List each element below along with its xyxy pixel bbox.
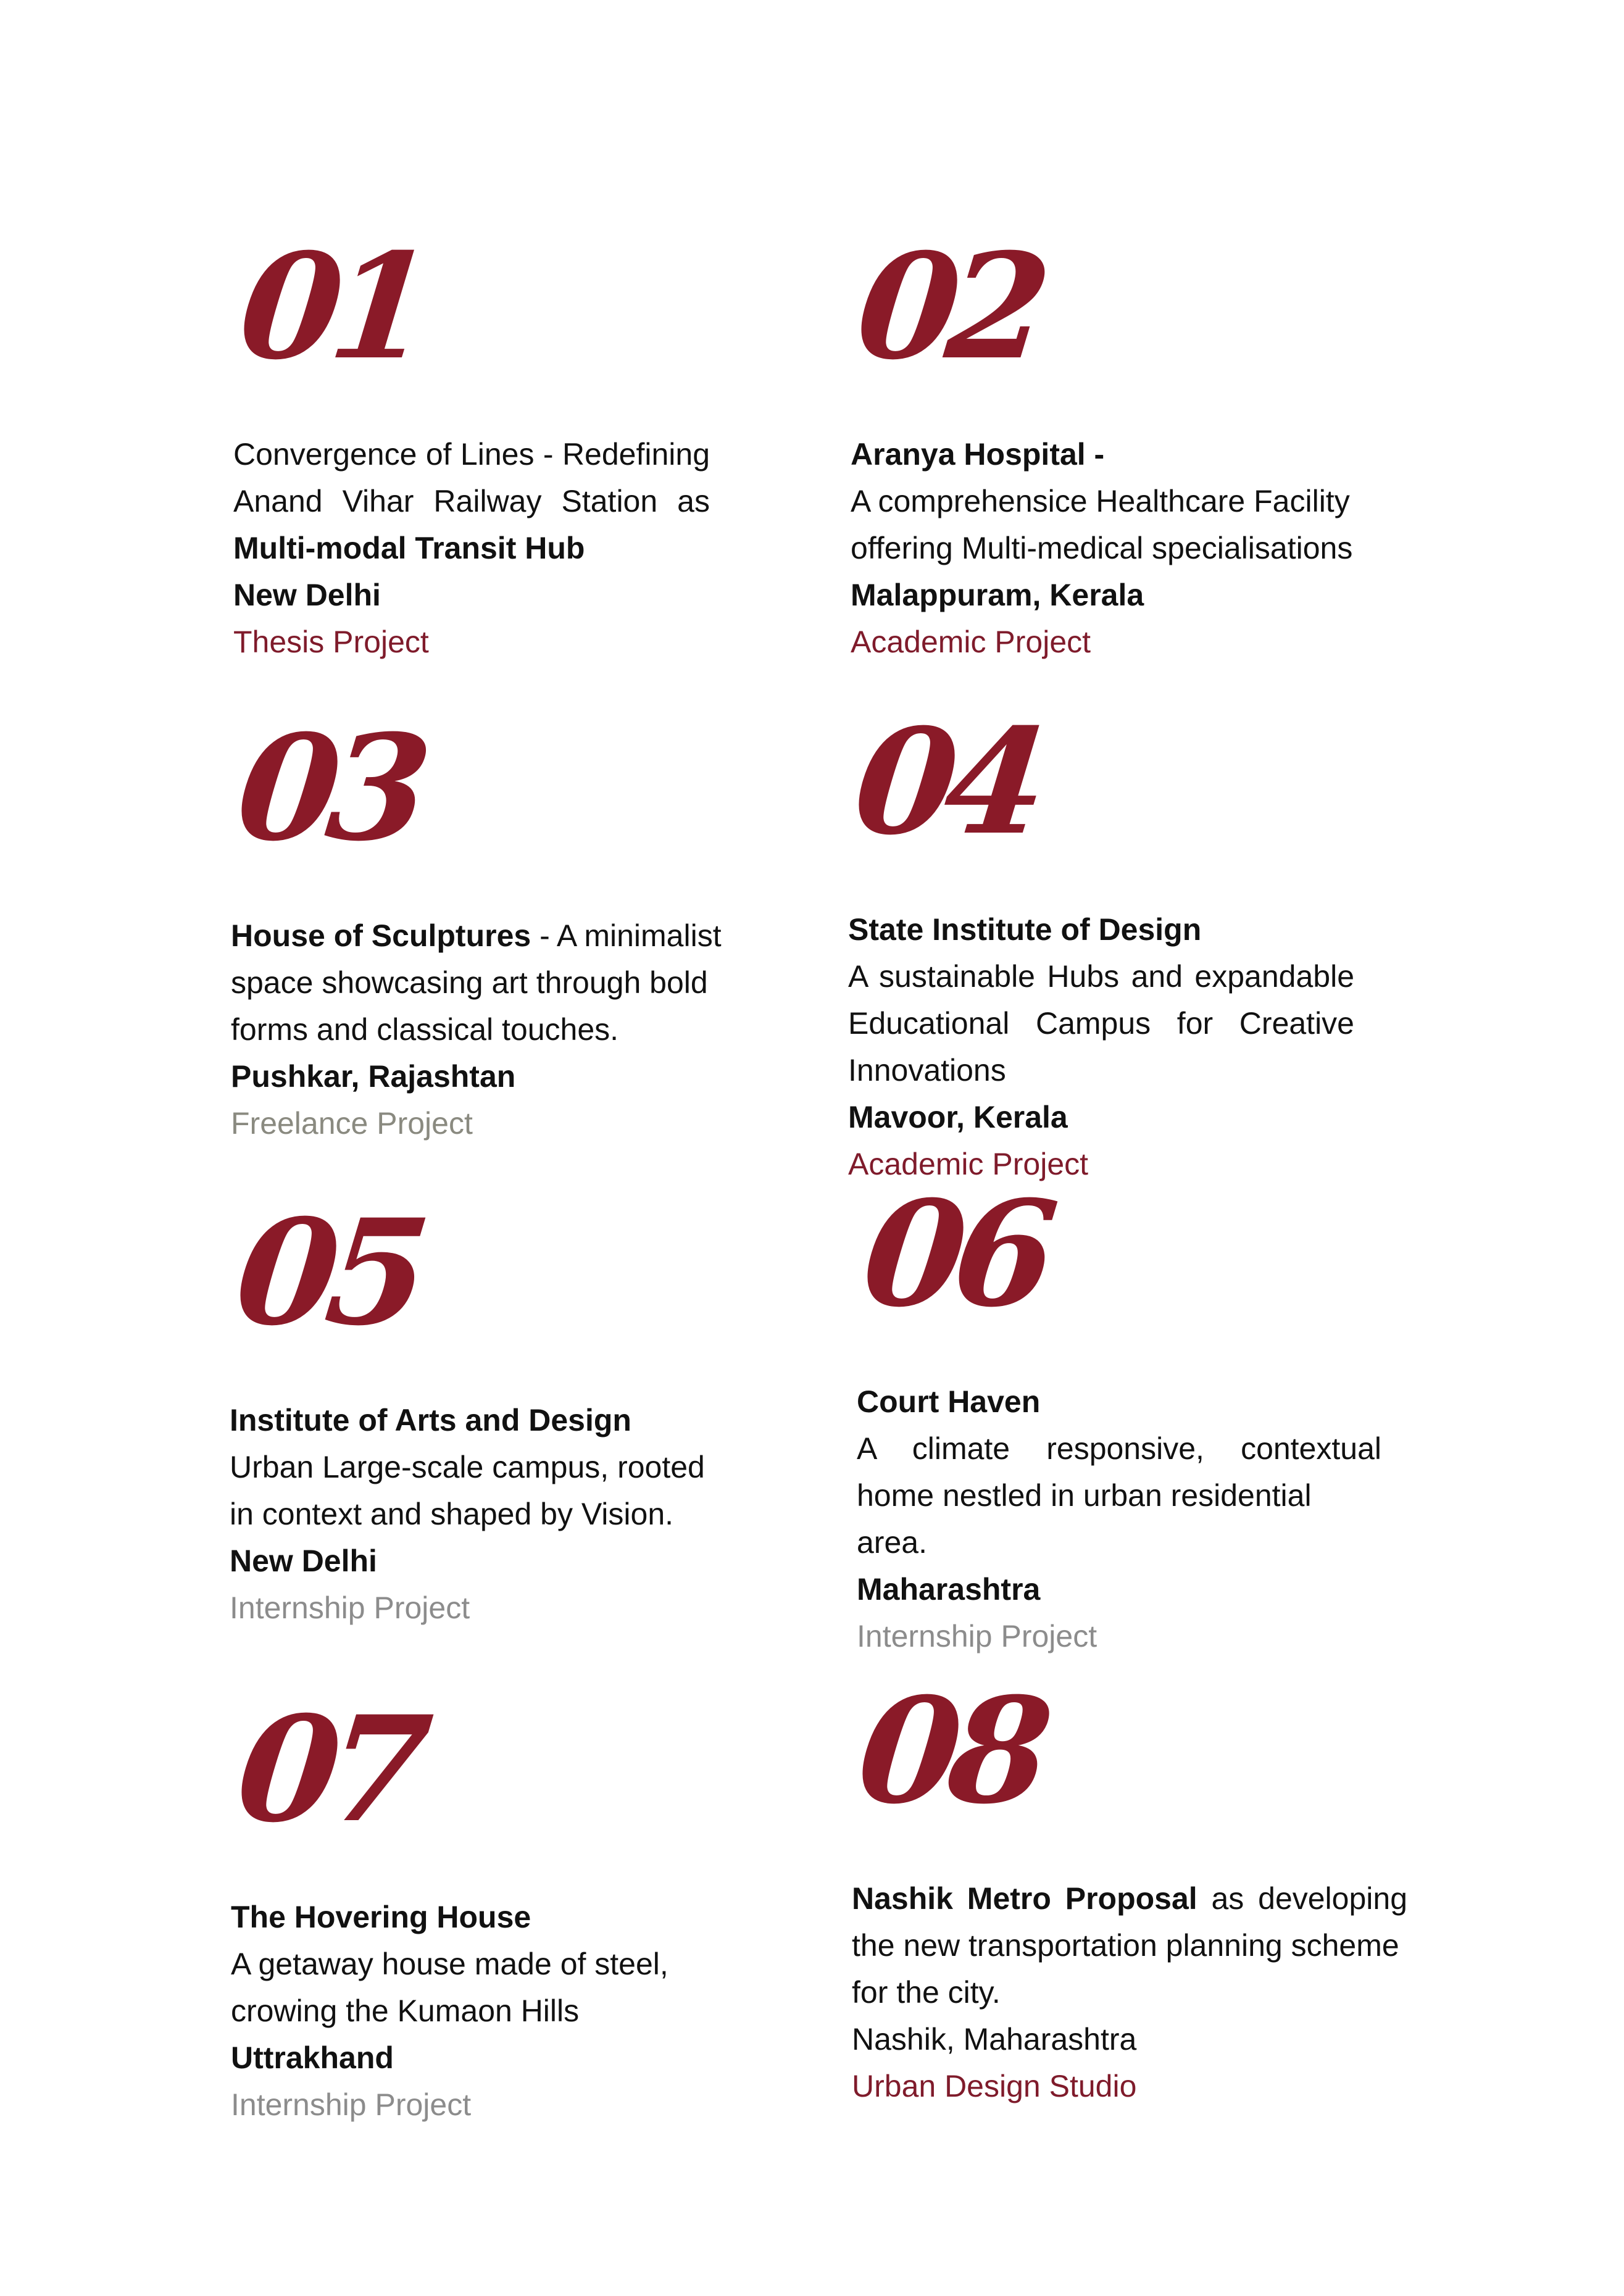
project-location: New Delhi: [230, 1544, 377, 1578]
project-title: Nashik Metro Proposal: [852, 1881, 1197, 1916]
project-location: New Delhi: [233, 578, 381, 612]
project-number: 04: [847, 697, 1045, 867]
project-description: [851, 431, 1363, 665]
description-line: Innovations: [848, 1053, 1006, 1088]
description-line: space showcasing art through bold: [231, 965, 708, 1000]
project-type: Internship Project: [231, 2087, 472, 2122]
project-type: Internship Project: [857, 1619, 1097, 1653]
project-title: Court Haven: [857, 1384, 1041, 1419]
project-description: [231, 912, 725, 1147]
description-line: offering Multi-medical specialisations: [851, 531, 1353, 565]
project-type: Academic Project: [848, 1147, 1089, 1181]
description-line: Anand Vihar Railway Station as: [233, 484, 710, 518]
project-title: The Hovering House: [231, 1900, 531, 1934]
description-line: Urban Large-scale campus, rooted: [230, 1450, 705, 1484]
project-title: State Institute of Design: [848, 912, 1202, 947]
project-location: Pushkar, Rajashtan: [231, 1059, 516, 1094]
project-08: [851, 1666, 1407, 2110]
project-number: 03: [230, 703, 428, 873]
project-title: Institute of Arts and Design: [230, 1403, 631, 1437]
project-location: Malappuram, Kerala: [851, 578, 1144, 612]
description-line: A comprehensice Healthcare Facility: [851, 484, 1350, 518]
project-type: Urban Design Studio: [852, 2069, 1137, 2103]
project-title: Aranya Hospital -: [851, 437, 1105, 472]
project-number: 07: [230, 1684, 428, 1855]
description-line: crowing the Kumaon Hills: [231, 1994, 580, 2028]
description-line: A climate responsive, contextual: [857, 1431, 1381, 1466]
project-number: 01: [232, 222, 430, 392]
project-01: [232, 222, 739, 665]
project-description: [231, 1894, 725, 2128]
project-type: Academic Project: [851, 625, 1091, 659]
project-title: Multi-modal Transit Hub: [233, 531, 585, 565]
title-suffix: - A minimalist: [531, 918, 722, 953]
project-location: Mavoor, Kerala: [848, 1100, 1068, 1134]
project-description: [857, 1378, 1381, 1660]
description-line: Educational Campus for Creative: [848, 1006, 1354, 1041]
project-description: [848, 906, 1354, 1188]
project-04: [847, 697, 1354, 1188]
project-05: [228, 1188, 736, 1631]
project-number: 08: [851, 1666, 1049, 1836]
project-location: Maharashtra: [857, 1572, 1041, 1607]
project-location: Nashik, Maharashtra: [852, 2022, 1137, 2057]
project-03: [230, 703, 737, 1147]
description-line: home nestled in urban residential area.: [857, 1478, 1312, 1560]
project-type: Thesis Project: [233, 625, 429, 659]
description-line: [231, 912, 725, 959]
project-number: 05: [228, 1188, 427, 1358]
description-line: A getaway house made of steel,: [231, 1947, 668, 1981]
project-description: [230, 1397, 723, 1631]
project-07: [230, 1684, 737, 2128]
project-type: Freelance Project: [231, 1106, 473, 1141]
description-line: Convergence of Lines - Redefining: [233, 437, 710, 472]
project-number: 06: [856, 1169, 1054, 1339]
description-line: forms and classical touches.: [231, 1012, 619, 1047]
description-line: the new transportation planning scheme: [852, 1928, 1399, 1963]
project-number: 02: [849, 222, 1047, 392]
description-line: in context and shaped by Vision.: [230, 1497, 674, 1531]
project-location: Uttrakhand: [231, 2040, 394, 2075]
description-line: for the city.: [852, 1975, 1001, 2010]
description-line: [852, 1875, 1407, 1922]
project-06: [856, 1169, 1381, 1660]
project-02: [849, 222, 1357, 665]
project-type: Internship Project: [230, 1591, 470, 1625]
project-description: [852, 1875, 1407, 2110]
title-suffix: as developing: [1197, 1881, 1407, 1916]
project-title: House of Sculptures: [231, 918, 531, 953]
project-description: [233, 431, 710, 665]
description-line: A sustainable Hubs and expandable: [848, 959, 1354, 994]
